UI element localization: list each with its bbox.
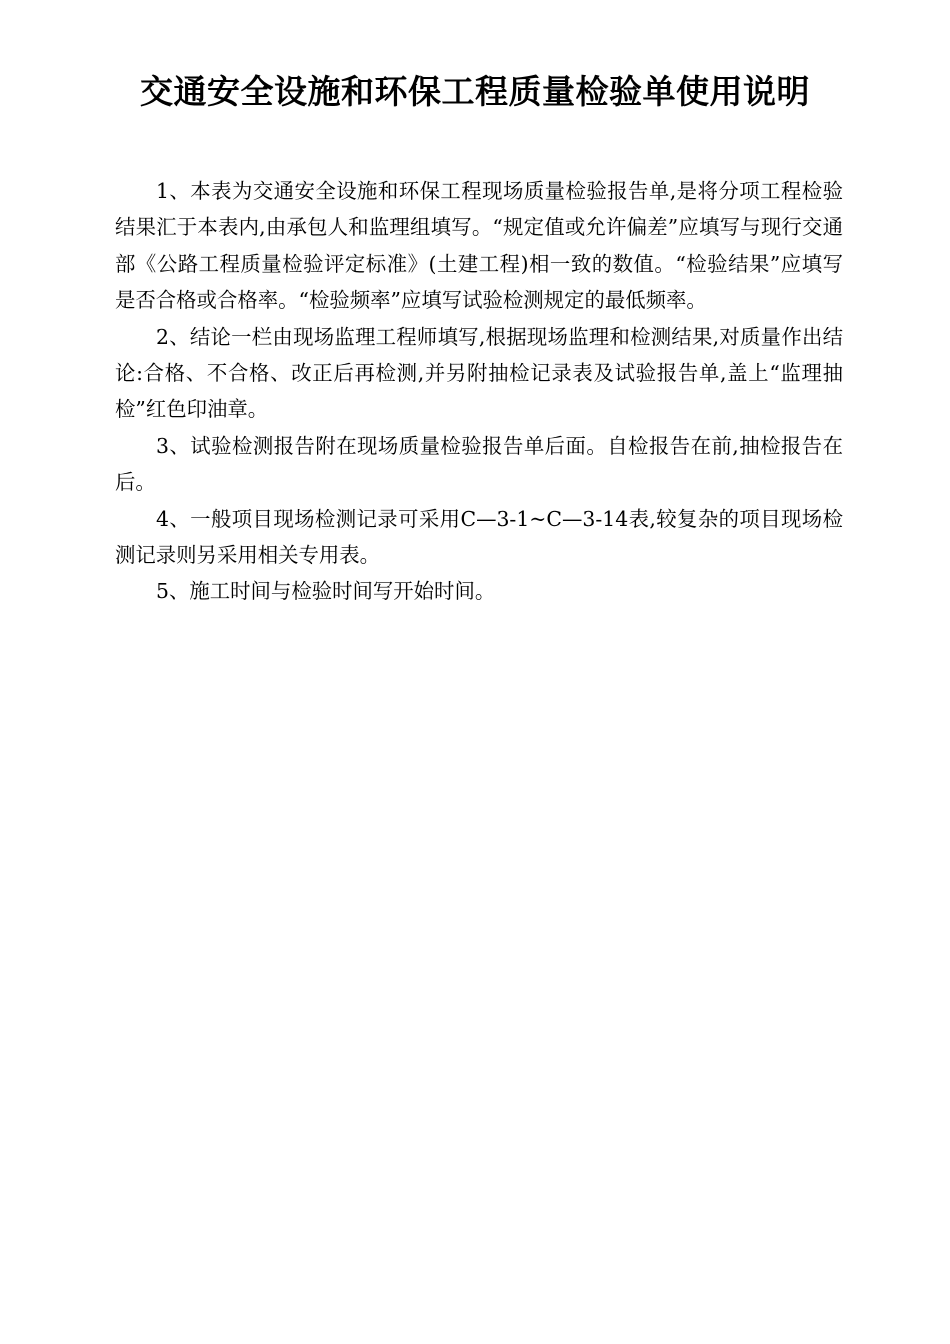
- paragraph-3: 3、试验检测报告附在现场质量检验报告单后面。自检报告在前,抽检报告在后。: [115, 433, 843, 495]
- document-title: 交通安全设施和环保工程质量检验单使用说明: [140, 72, 810, 111]
- paragraph-4: 4、一般项目现场检测记录可采用C—3-1~C—3-14表,较复杂的项目现场检测记录则另采用相关专用表。: [115, 506, 843, 568]
- document-body: [115, 173, 843, 610]
- paragraph-1: 1、本表为交通安全设施和环保工程现场质量检验报告单,是将分项工程检验结果汇于本表内,由承包人和监理组填写。“规定值或允许偏差”应填写与现行交通部《公路工程质量检验评定标准》(土建工程)相一致的数值。“检验结果”应填写是否合格或合格率。“检验频率”应填写试验检测规定的最低频率。: [115, 179, 843, 313]
- paragraph-5: 5、施工时间与检验时间写开始时间。: [156, 579, 496, 604]
- paragraph-2: 2、结论一栏由现场监理工程师填写,根据现场监理和检测结果,对质量作出结论:合格、不合格、改正后再检测,并另附抽检记录表及试验报告单,盖上“监理抽检”红色印油章。: [115, 324, 843, 422]
